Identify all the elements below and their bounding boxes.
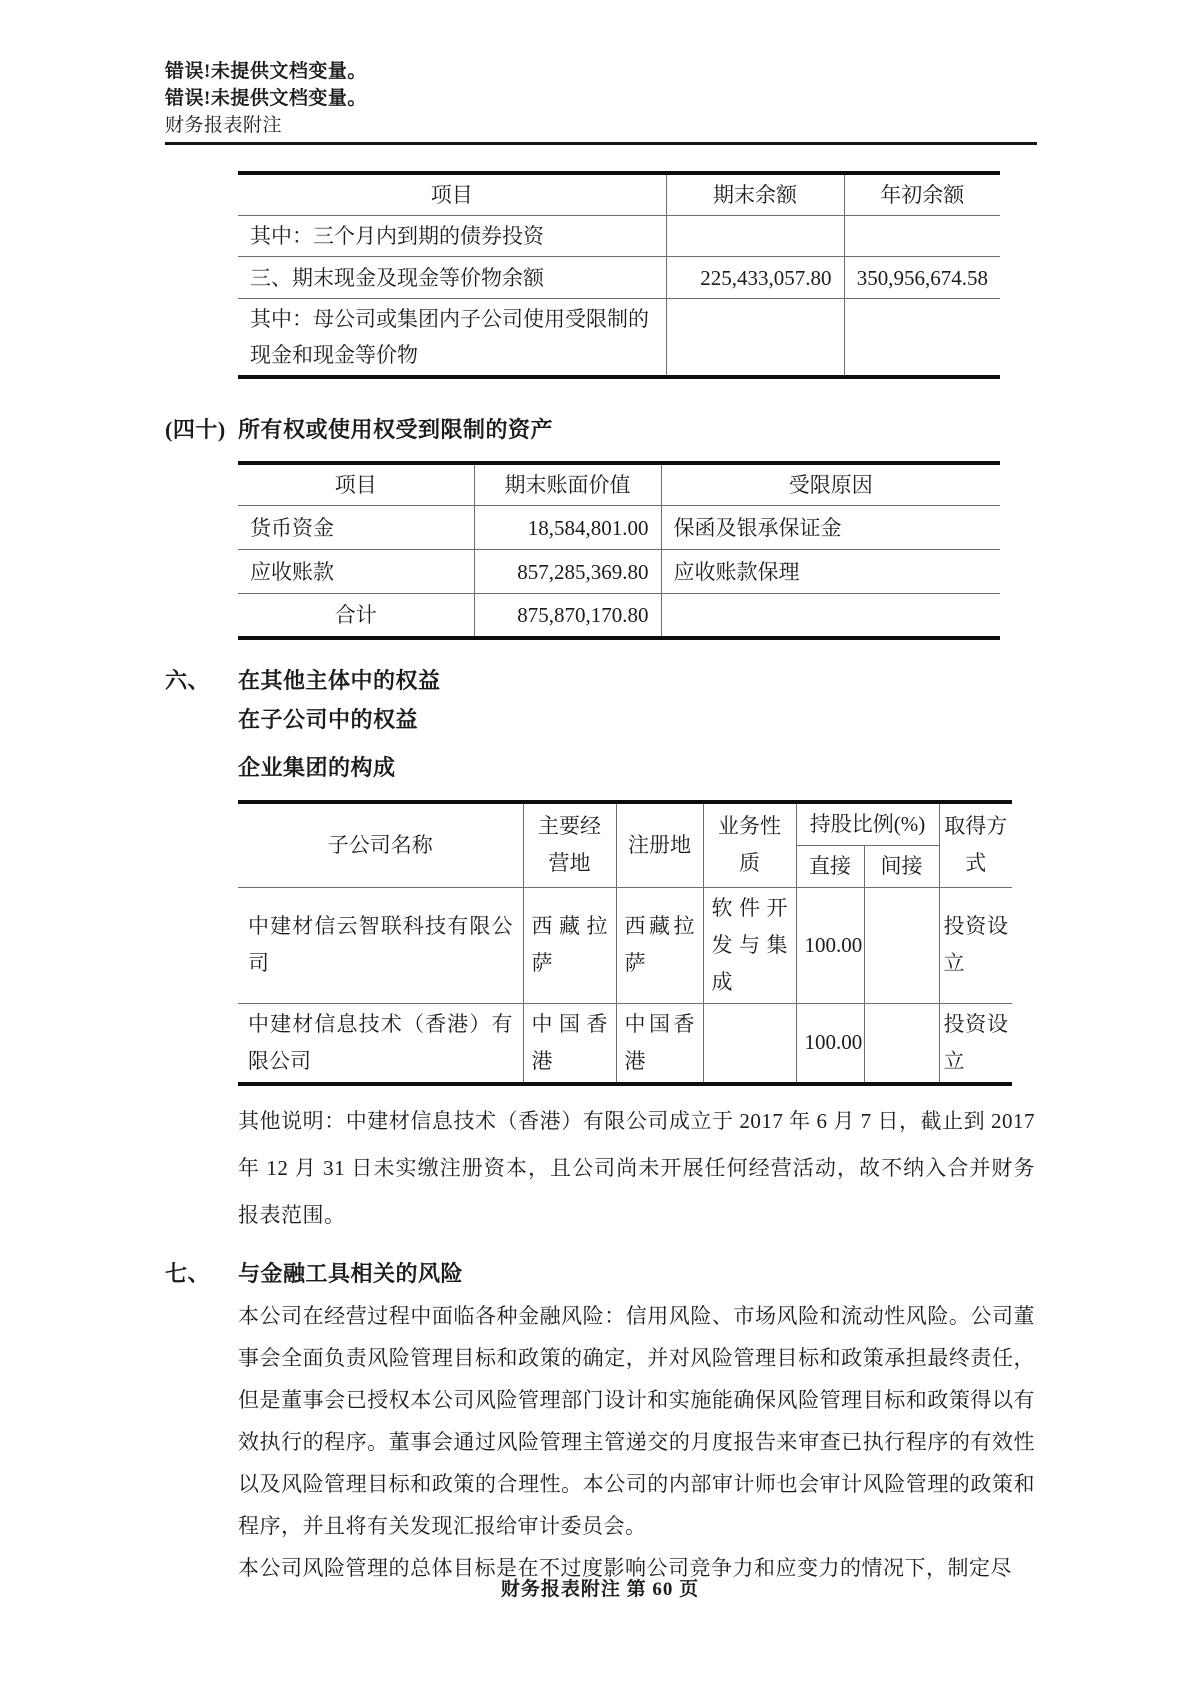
section-number: (四十)	[165, 417, 226, 442]
direct-ratio-cell: 100.00	[796, 1003, 864, 1084]
column-header-restriction-reason: 受限原因	[661, 463, 1000, 506]
direct-ratio-cell: 100.00	[796, 887, 864, 1003]
restriction-reason-cell: 应收账款保理	[661, 550, 1000, 594]
row-item-label: 货币资金	[238, 506, 474, 550]
registered-place-cell: 西藏拉萨	[616, 887, 703, 1003]
indirect-ratio-cell	[864, 1003, 939, 1084]
total-label: 合计	[238, 594, 474, 638]
page-footer: 财务报表附注 第 60 页	[500, 1579, 700, 1600]
column-header-subsidiary-name: 子公司名称	[238, 802, 523, 888]
risk-paragraph-1: 本公司在经营过程中面临各种金融风险：信用风险、市场风险和流动性风险。公司董事会全面负责风险管理目标和政策的确定，并对风险管理目标和政策承担最终责任，但是董事会已授权本公司风险管理部门设计和实施能确保风险管理目标和政策得以有效执行的程序。董事会通过风险管理主管递交的月度报告来审查已执行程序的有效性以及风险管理目标和政策的合理性。本公司的内部审计师也会审计风险管理的政策和程序，并且将有关发现汇报给审计委员会。	[238, 1303, 1035, 1538]
row-item-label: 三、期末现金及现金等价物余额	[238, 257, 666, 299]
table-row	[238, 506, 1000, 550]
header-rule	[165, 142, 1037, 145]
row-item-label: 应收账款	[238, 550, 474, 594]
row-item-label: 其中：三个月内到期的债券投资	[238, 216, 666, 257]
main-place-cell: 西藏拉萨	[523, 887, 616, 1003]
section-7-heading	[165, 1259, 1200, 1289]
column-header-main-place: 主要经营地	[523, 802, 616, 888]
subsidiary-name-cell: 中建材信云智联科技有限公司	[238, 887, 523, 1003]
risk-paragraph-2: 本公司风险管理的总体目标是在不过度影响公司竞争力和应变力的情况下，制定尽	[238, 1555, 1012, 1580]
table-header-row	[238, 173, 1000, 216]
section-title: 与金融工具相关的风险	[238, 1260, 464, 1286]
document-header	[165, 0, 1037, 145]
total-value-cell: 875,870,170.80	[474, 594, 661, 638]
column-header-acquisition-method: 取得方式	[939, 802, 1012, 888]
cash-equivalents-table	[238, 171, 1000, 379]
closing-balance-cell	[666, 299, 844, 378]
column-header-opening-balance: 年初余额	[844, 173, 1000, 216]
section-6-subsubtitle: 企业集团的构成	[238, 754, 396, 780]
table-row	[238, 216, 1000, 257]
section-6-subtitle: 在子公司中的权益	[238, 706, 419, 732]
subsidiaries-note-paragraph: 其他说明：中建材信息技术（香港）有限公司成立于 2017 年 6 月 7 日，截止到 2017 年 12 月 31 日未实缴注册资本，且公司尚未开展任何经营活动，故不纳入合并财务报表范围。	[238, 1108, 1035, 1227]
section-title: 在其他主体中的权益	[238, 667, 441, 693]
section-title: 所有权或使用权受到限制的资产	[238, 417, 554, 442]
column-header-business-nature: 业务性质	[703, 802, 796, 888]
table-row	[238, 550, 1000, 594]
row-item-label: 其中：母公司或集团内子公司使用受限制的现金和现金等价物	[238, 299, 666, 378]
book-value-cell: 857,285,369.80	[474, 550, 661, 594]
closing-balance-cell: 225,433,057.80	[666, 257, 844, 299]
closing-balance-cell	[666, 216, 844, 257]
acquisition-method-cell: 投资设立	[939, 1003, 1012, 1084]
opening-balance-cell	[844, 299, 1000, 378]
book-value-cell: 18,584,801.00	[474, 506, 661, 550]
table-row	[238, 299, 1000, 378]
column-header-indirect: 间接	[864, 845, 939, 887]
business-nature-cell: 软件开发与集成	[703, 887, 796, 1003]
registered-place-cell: 中国香港	[616, 1003, 703, 1084]
column-header-closing-balance: 期末余额	[666, 173, 844, 216]
table-header-row	[238, 802, 1012, 846]
restriction-reason-cell: 保函及银承保证金	[661, 506, 1000, 550]
main-place-cell: 中国香港	[523, 1003, 616, 1084]
opening-balance-cell	[844, 216, 1000, 257]
subsidiaries-table	[238, 800, 1012, 1086]
table-header-row	[238, 463, 1000, 506]
opening-balance-cell: 350,956,674.58	[844, 257, 1000, 299]
column-header-item: 项目	[238, 173, 666, 216]
column-header-direct: 直接	[796, 845, 864, 887]
table-row	[238, 887, 1012, 1003]
restricted-assets-table	[238, 461, 1000, 640]
indirect-ratio-cell	[864, 887, 939, 1003]
business-nature-cell	[703, 1003, 796, 1084]
column-header-shareholding-ratio: 持股比例(%)	[796, 802, 939, 846]
acquisition-method-cell: 投资设立	[939, 887, 1012, 1003]
section-6-heading	[165, 666, 1200, 696]
section-40-heading	[165, 415, 1200, 445]
table-row	[238, 1003, 1012, 1084]
header-doc-title: 财务报表附注	[165, 115, 283, 136]
subsidiary-name-cell: 中建材信息技术（香港）有限公司	[238, 1003, 523, 1084]
header-error-line-1: 错误!未提供文档变量。	[165, 61, 367, 82]
section-number: 六、	[165, 667, 211, 693]
header-error-line-2: 错误!未提供文档变量。	[165, 88, 367, 109]
table-row-total	[238, 594, 1000, 638]
column-header-item: 项目	[238, 463, 474, 506]
restriction-reason-cell	[661, 594, 1000, 638]
table-row	[238, 257, 1000, 299]
column-header-registered-place: 注册地	[616, 802, 703, 888]
section-number: 七、	[165, 1260, 211, 1286]
column-header-book-value: 期末账面价值	[474, 463, 661, 506]
